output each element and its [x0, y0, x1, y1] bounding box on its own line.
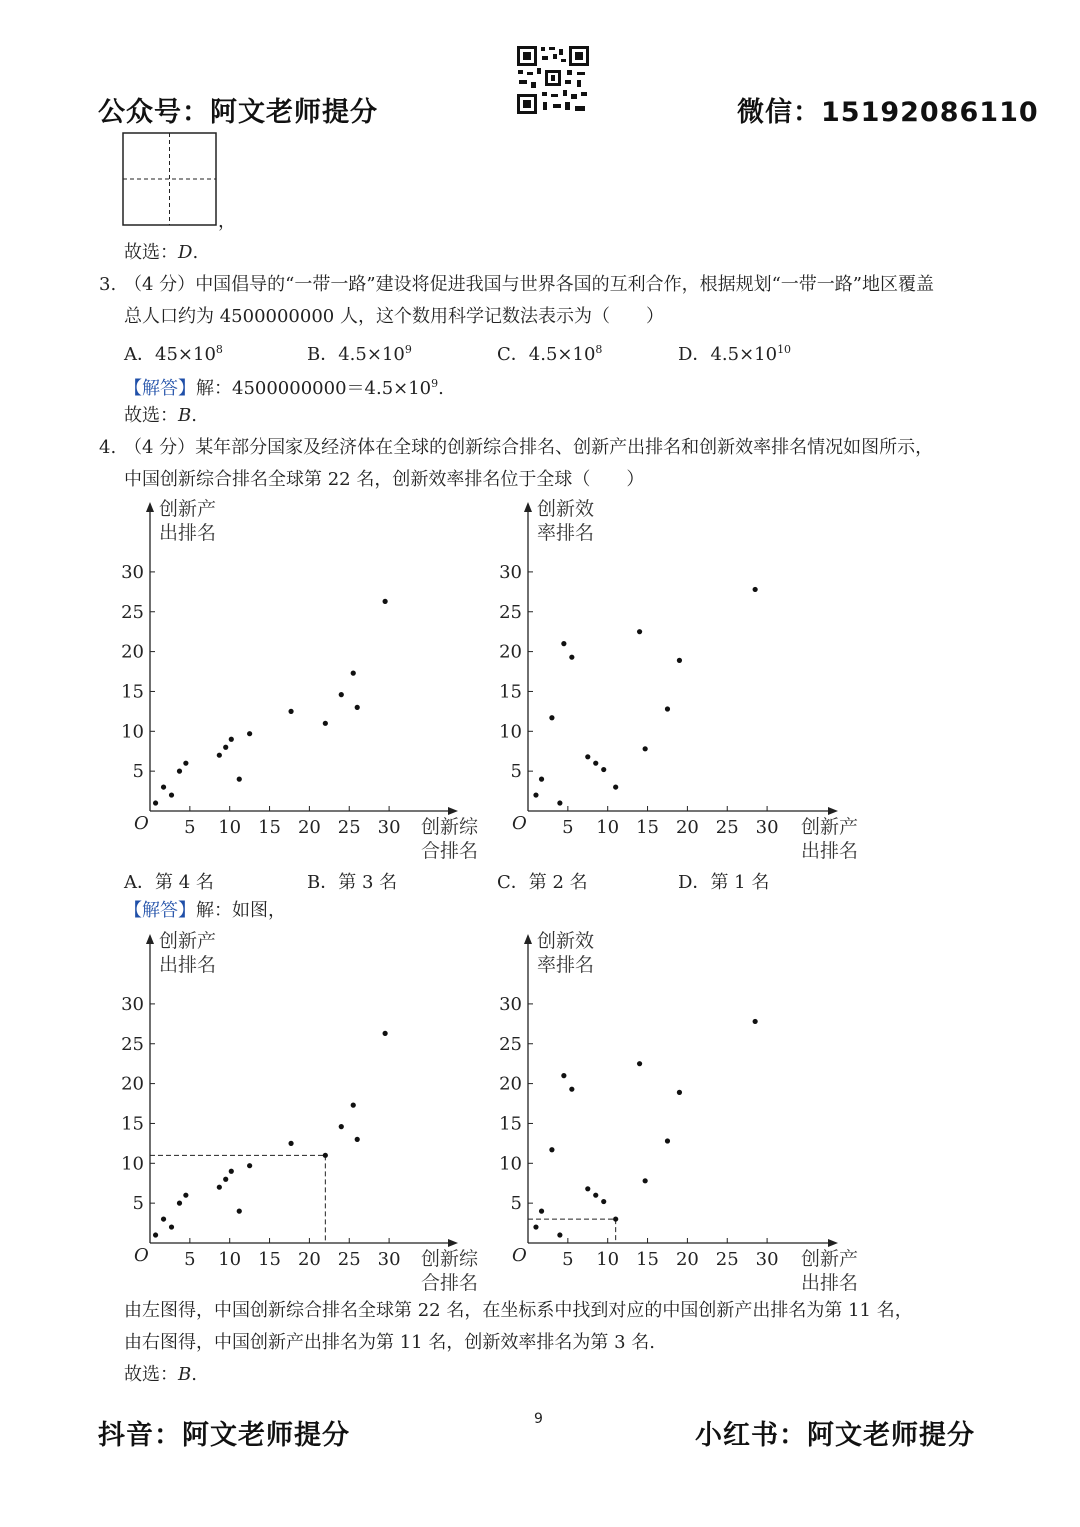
x-tick-label: 20 [297, 1249, 321, 1270]
x-tick-label: 25 [715, 1249, 739, 1270]
x-axis-arrow [828, 1239, 838, 1247]
q4-explain-line1: 由左图得，中国创新综合排名全球第 22 名，在坐标系中找到对应的中国创新产出排名为第 11 名， [124, 1300, 913, 1321]
y-tick-label: 15 [121, 681, 144, 703]
q3-answer-line: 【解答】解：$4500000000=4.5\times 10^9$. [124, 377, 444, 399]
q4-number: 4. [99, 437, 117, 458]
q4-option-b[interactable]: B．第 3 名 [307, 872, 398, 893]
y-tick-label: 25 [121, 1033, 144, 1055]
y-axis-label: 创新效 [537, 498, 595, 520]
q4-choose-line: 故选：B. [124, 1364, 197, 1385]
y-tick-label: 15 [499, 681, 522, 703]
y-axis-label: 创新产 [159, 498, 217, 520]
y-axis-label: 出排名 [159, 522, 217, 544]
x-tick-label: 25 [337, 817, 361, 838]
x-tick-label: 10 [218, 1249, 242, 1270]
x-tick-label: 15 [636, 1249, 660, 1270]
q4-explain-line2: 由右图得，中国创新产出排名为第 11 名，创新效率排名为第 3 名. [124, 1332, 655, 1353]
x-tick-label: 10 [596, 817, 620, 838]
x-tick-label: 5 [184, 1249, 196, 1270]
data-point [549, 1147, 554, 1152]
x-tick-label: 15 [258, 1249, 282, 1270]
x-tick-label: 30 [755, 817, 779, 838]
data-point [557, 1232, 562, 1237]
data-point [753, 1019, 758, 1024]
x-axis-label: 创新产 [801, 816, 859, 838]
q3-number: 3. [99, 274, 117, 295]
page-number: 9 [534, 1411, 543, 1427]
x-tick-label: 20 [297, 817, 321, 838]
x-tick-label: 5 [562, 817, 574, 838]
header-left-text: 公众号：阿文老师提分 [98, 97, 378, 128]
q3-option-b[interactable]: B．$4.5\times 10^9$ [307, 343, 412, 365]
y-tick-label: 5 [132, 1193, 144, 1215]
x-tick-label: 20 [675, 1249, 699, 1270]
data-point [593, 1193, 598, 1198]
x-tick-label: 25 [715, 817, 739, 838]
origin-label: O [512, 813, 527, 834]
y-tick-label: 5 [510, 761, 522, 783]
y-tick-label: 20 [121, 1073, 144, 1095]
data-point [665, 1138, 670, 1143]
q3-option-c[interactable]: C．$4.5\times 10^8$ [497, 343, 603, 365]
x-axis-label: 创新综 [421, 1248, 479, 1270]
y-tick-label: 25 [121, 601, 144, 623]
x-axis-label: 合排名 [421, 1272, 479, 1294]
data-point [613, 1216, 618, 1221]
q3-stem-line1: （4 分）中国倡导的“一带一路”建设将促进我国与世界各国的互利合作，根据规划“一带一路”地区覆盖 [124, 274, 934, 295]
x-axis-label: 出排名 [801, 1272, 859, 1294]
y-axis-arrow [524, 934, 532, 944]
data-point [601, 1199, 606, 1204]
x-tick-label: 20 [675, 817, 699, 838]
data-point [585, 1186, 590, 1191]
y-tick-label: 5 [132, 761, 144, 783]
y-tick-label: 20 [499, 641, 522, 663]
x-tick-label: 25 [337, 1249, 361, 1270]
y-tick-label: 10 [499, 1153, 522, 1175]
x-tick-label: 30 [377, 817, 401, 838]
q4-option-d[interactable]: D．第 1 名 [678, 872, 770, 893]
x-tick-label: 5 [184, 817, 196, 838]
y-tick-label: 30 [121, 561, 144, 583]
y-tick-label: 30 [121, 993, 144, 1015]
x-axis-label: 创新综 [421, 816, 479, 838]
y-tick-label: 30 [499, 561, 522, 583]
x-tick-label: 5 [562, 1249, 574, 1270]
q4-option-c[interactable]: C．第 2 名 [497, 872, 588, 893]
y-tick-label: 30 [499, 993, 522, 1015]
origin-label: O [134, 813, 149, 834]
q3-option-a[interactable]: A．$45\times 10^8$ [124, 343, 223, 365]
y-axis-label: 出排名 [159, 954, 217, 976]
y-tick-label: 25 [499, 601, 522, 623]
q3-stem-line2: 总人口约为 4500000000 人，这个数用科学记数法表示为（ ） [124, 306, 664, 327]
figure-comma: ， [218, 211, 236, 232]
header-right-text: 微信：15192086110 [737, 97, 1039, 128]
x-axis-label: 合排名 [421, 840, 479, 862]
x-tick-label: 30 [377, 1249, 401, 1270]
data-point [677, 1090, 682, 1095]
x-axis-label: 出排名 [801, 840, 859, 862]
origin-label: O [512, 1245, 527, 1266]
data-point [539, 1209, 544, 1214]
y-tick-label: 5 [510, 1193, 522, 1215]
data-point [533, 1224, 538, 1229]
y-axis-label: 创新效 [537, 930, 595, 952]
x-axis-label: 创新产 [801, 1248, 859, 1270]
q4-option-a[interactable]: A．第 4 名 [124, 872, 214, 893]
x-tick-label: 10 [218, 817, 242, 838]
x-tick-label: 10 [596, 1249, 620, 1270]
data-point [643, 1178, 648, 1183]
q4-stem-line2: 中国创新综合排名全球第 22 名，创新效率排名位于全球（ ） [124, 469, 645, 490]
y-axis-label: 率排名 [537, 522, 595, 544]
origin-label: O [134, 1245, 149, 1266]
y-tick-label: 15 [499, 1113, 522, 1135]
x-tick-label: 15 [636, 817, 660, 838]
q4-stem-line1: （4 分）某年部分国家及经济体在全球的创新综合排名、创新产出排名和创新效率排名情况如图所示， [124, 437, 934, 458]
x-tick-label: 15 [258, 817, 282, 838]
data-point [569, 1087, 574, 1092]
y-tick-label: 10 [499, 721, 522, 743]
y-tick-label: 10 [121, 721, 144, 743]
y-tick-label: 15 [121, 1113, 144, 1135]
y-tick-label: 10 [121, 1153, 144, 1175]
y-axis-label: 创新产 [159, 930, 217, 952]
footer-left-text: 抖音：阿文老师提分 [98, 1420, 350, 1451]
q3-choose-line: 故选：B. [124, 405, 197, 426]
y-tick-label: 20 [499, 1073, 522, 1095]
data-point [637, 1061, 642, 1066]
x-tick-label: 30 [755, 1249, 779, 1270]
y-axis-label: 率排名 [537, 954, 595, 976]
prev-choose-line: 故选：D. [124, 242, 199, 263]
y-tick-label: 25 [499, 1033, 522, 1055]
q4-answer-line: 【解答】解：如图， [124, 900, 286, 921]
footer-right-text: 小红书：阿文老师提分 [695, 1420, 975, 1451]
data-point [561, 1073, 566, 1078]
y-tick-label: 20 [121, 641, 144, 663]
q3-option-d[interactable]: D．$4.5\times 10^{10}$ [678, 343, 792, 365]
